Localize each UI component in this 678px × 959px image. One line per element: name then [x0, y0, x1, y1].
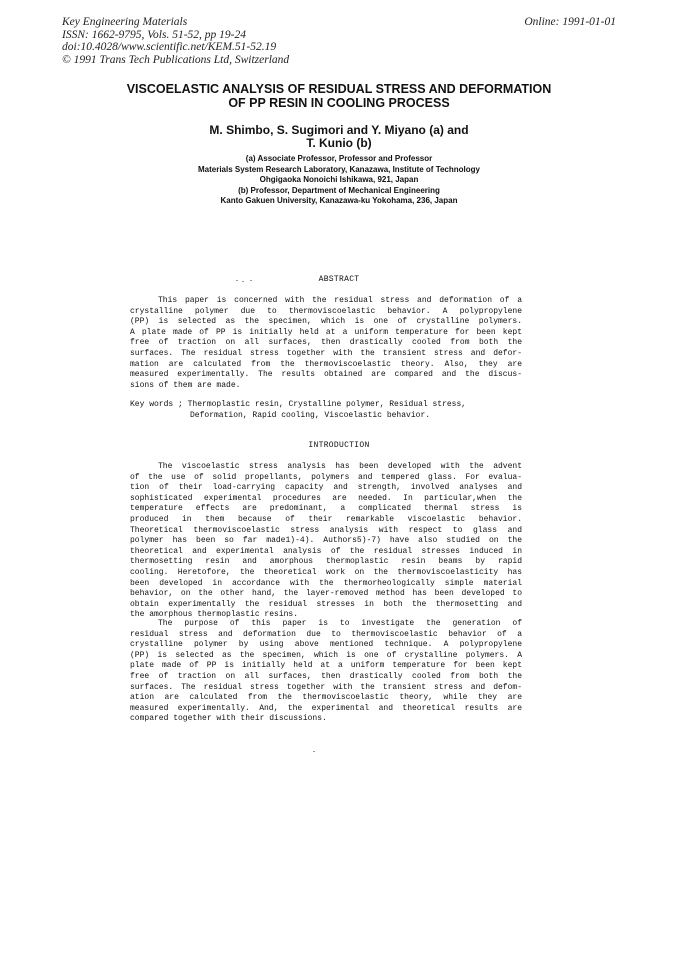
- author-line: M. Shimbo, S. Sugimori and Y. Miyano (a) and: [209, 123, 469, 137]
- abstract-line: This paper is concerned with the residual stress and deformation of a: [158, 296, 522, 305]
- journal-name: Key Engineering Materials: [62, 16, 188, 28]
- intro-line: produced in them because of their remarkable viscoelastic behavior.: [130, 514, 522, 524]
- intro-line: surfaces. The residual stress together with the transient stress and defom-: [130, 682, 522, 692]
- abstract-line: mation are calculated from the thermoviscoelastic theory. Also, they are: [130, 359, 522, 369]
- intro-line: Theoretical thermoviscoelastic stress analysis with respect to glass and: [130, 525, 522, 535]
- abstract-line: (PP) is selected as the specimen, which is one of crystalline polymers.: [130, 317, 522, 327]
- intro-line: polymer has been so far made1)-4). Authors5)-7) have also studied on the: [130, 536, 522, 546]
- journal-header: [62, 16, 289, 66]
- introduction-paragraph-2: [130, 619, 522, 725]
- author-line: T. Kunio (b): [306, 136, 372, 150]
- issn-line: ISSN: 1662-9795, Vols. 51-52, pp 19-24: [62, 28, 246, 41]
- title-line: OF PP RESIN IN COOLING PROCESS: [228, 96, 450, 110]
- abstract-heading: ABSTRACT: [318, 275, 360, 284]
- abstract-line: A plate made of PP is initially held at a uniform temperature for been kept: [130, 327, 522, 337]
- keywords-line: Deformation, Rapid cooling, Viscoelastic behavior.: [190, 410, 431, 420]
- intro-line: temperature effects are predominant, a complicated thermal stress is: [130, 504, 522, 514]
- doi-line: doi:10.4028/www.scientific.net/KEM.51-52.19: [62, 41, 277, 53]
- intro-line: free of traction on all surfaces, then drastically cooled from both the: [130, 671, 522, 681]
- intro-line: been developed in accordance with the thermorheologically simple material: [130, 578, 522, 588]
- abstract-line: sions of them are made.: [130, 380, 241, 390]
- abstract-line: free of traction on all surfaces, then drastically cooled from both the: [130, 338, 522, 348]
- intro-line: theoretical and experimental analysis of the residual stresses induced in: [130, 546, 522, 556]
- intro-line: behavior, on the other hand, the layer-removed method has been developed to: [130, 589, 522, 599]
- abstract-body: [130, 296, 522, 391]
- paper-title: [100, 82, 578, 110]
- intro-line: tion of their load-carrying capacity and strength, involved analyses and: [130, 483, 522, 493]
- abstract-line: surfaces. The residual stress together with the transient stress and defor-: [130, 348, 522, 358]
- intro-line: The purpose of this paper is to investigate the generation of: [158, 619, 522, 628]
- intro-line: thermosetting resin and amorphous thermoplastic resin beams by rapid: [130, 557, 522, 567]
- intro-line: measured experimentally. And, the experimental and theoretical results are: [130, 703, 522, 713]
- affiliation-line: Kanto Gakuen University, Kanazawa-ku Yokohama, 236, Japan: [220, 196, 458, 205]
- online-date: Online: 1991-01-01: [524, 16, 616, 28]
- affiliation-line: (b) Professor, Department of Mechanical Engineering: [238, 185, 440, 195]
- intro-line: (PP) is selected as the specimen, which is one of crystalline polymers. A: [130, 650, 522, 660]
- intro-line: plate made of PP is initially held at a uniform temperature for been kept: [130, 661, 522, 671]
- intro-line: obtain experimentally the residual stresses in both the thermosetting and: [130, 599, 522, 609]
- intro-line: the amorphous thermoplastic resins.: [130, 610, 299, 620]
- abstract-line: crystalline polymer due to thermoviscoelastic behavior. A polypropylene: [130, 306, 522, 316]
- affiliation-line: Materials System Research Laboratory, Kanazawa, Institute of Technology: [197, 164, 480, 174]
- intro-line: crystalline polymer by using above mentioned technique. A polypropylene: [130, 640, 522, 650]
- affiliation-line: Ohgigaoka Nonoichi Ishikawa, 921, Japan: [259, 175, 419, 184]
- abstract-line: measured experimentally. The results obtained are compared and the discus-: [130, 370, 522, 380]
- intro-line: of the use of solid propellants, polymers and tempered glass. For evalua-: [130, 472, 522, 482]
- intro-line: compared together with their discussions.: [130, 714, 327, 724]
- scan-speck: [313, 751, 315, 752]
- affiliations: [100, 154, 578, 207]
- introduction-heading: INTRODUCTION: [308, 441, 370, 450]
- author-list: [100, 124, 578, 150]
- keywords: [130, 400, 466, 421]
- intro-line: sophisticated experimental procedures are needed. In particular,when the: [130, 493, 522, 503]
- intro-line: cooling. Heretofore, the theoretical work on the thermoviscoelasticity has: [130, 567, 522, 577]
- affiliation-line: (a) Associate Professor, Professor and Professor: [245, 154, 433, 163]
- intro-line: residual stress and deformation due to thermoviscoelastic behavior of a: [130, 629, 522, 639]
- keywords-label: Key words ;: [130, 400, 183, 409]
- intro-line: ation are calculated from the thermoviscoelastic theory, while they are: [130, 693, 522, 703]
- intro-line: The viscoelastic stress analysis has been developed with the advent: [158, 462, 522, 471]
- copyright-line: © 1991 Trans Tech Publications Ltd, Switzerland: [62, 53, 290, 66]
- introduction-paragraph-1: [130, 462, 522, 621]
- title-line: VISCOELASTIC ANALYSIS OF RESIDUAL STRESS AND DEFORMATION: [126, 82, 552, 96]
- keywords-line: Thermoplastic resin, Crystalline polymer, Residual stress,: [187, 400, 467, 409]
